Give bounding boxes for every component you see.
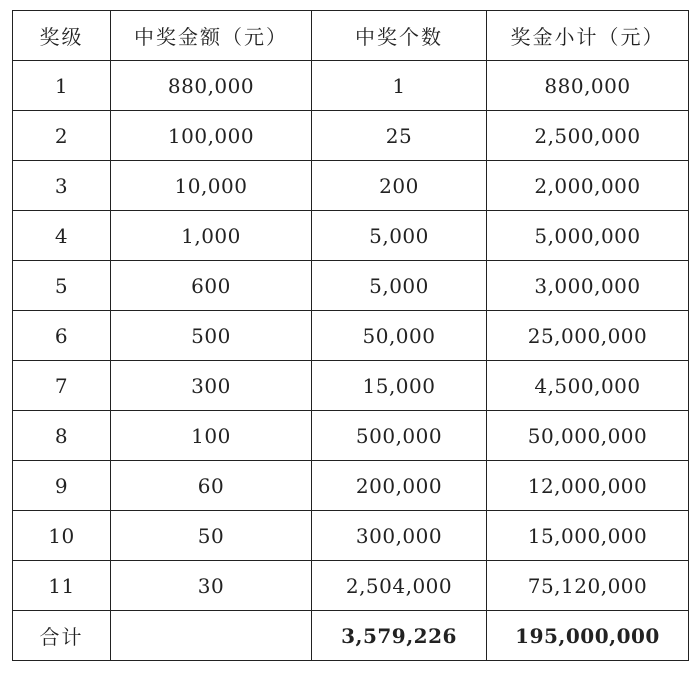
table-body (13, 61, 689, 661)
cell-prize-amount: 300 (111, 361, 312, 411)
cell-prize-level: 6 (13, 311, 111, 361)
total-winner-count: 3,579,226 (312, 611, 487, 661)
cell-winner-count: 15,000 (312, 361, 487, 411)
cell-subtotal: 2,000,000 (487, 161, 689, 211)
cell-prize-level: 4 (13, 211, 111, 261)
cell-prize-amount: 10,000 (111, 161, 312, 211)
cell-winner-count: 1 (312, 61, 487, 111)
cell-prize-amount: 30 (111, 561, 312, 611)
table-row (13, 411, 689, 461)
total-row (13, 611, 689, 661)
cell-winner-count: 5,000 (312, 211, 487, 261)
table-row (13, 261, 689, 311)
table-row (13, 361, 689, 411)
cell-subtotal: 3,000,000 (487, 261, 689, 311)
cell-subtotal: 880,000 (487, 61, 689, 111)
header-winner-count: 中奖个数 (312, 11, 487, 61)
cell-prize-amount: 500 (111, 311, 312, 361)
cell-subtotal: 4,500,000 (487, 361, 689, 411)
total-label: 合计 (13, 611, 111, 661)
cell-prize-amount: 600 (111, 261, 312, 311)
total-prize-amount (111, 611, 312, 661)
cell-prize-level: 9 (13, 461, 111, 511)
table-row (13, 311, 689, 361)
cell-prize-amount: 50 (111, 511, 312, 561)
cell-winner-count: 500,000 (312, 411, 487, 461)
cell-prize-level: 11 (13, 561, 111, 611)
header-subtotal: 奖金小计（元） (487, 11, 689, 61)
table-row (13, 511, 689, 561)
cell-prize-amount: 100,000 (111, 111, 312, 161)
table-row (13, 461, 689, 511)
cell-winner-count: 200 (312, 161, 487, 211)
table-row (13, 211, 689, 261)
cell-subtotal: 2,500,000 (487, 111, 689, 161)
cell-winner-count: 200,000 (312, 461, 487, 511)
cell-prize-level: 2 (13, 111, 111, 161)
cell-winner-count: 25 (312, 111, 487, 161)
table-row (13, 61, 689, 111)
cell-prize-level: 7 (13, 361, 111, 411)
cell-subtotal: 12,000,000 (487, 461, 689, 511)
cell-winner-count: 2,504,000 (312, 561, 487, 611)
header-prize-level: 奖级 (13, 11, 111, 61)
cell-winner-count: 5,000 (312, 261, 487, 311)
cell-prize-level: 3 (13, 161, 111, 211)
table-row (13, 111, 689, 161)
cell-prize-amount: 60 (111, 461, 312, 511)
cell-prize-amount: 1,000 (111, 211, 312, 261)
cell-prize-level: 5 (13, 261, 111, 311)
total-subtotal: 195,000,000 (487, 611, 689, 661)
cell-prize-amount: 880,000 (111, 61, 312, 111)
cell-subtotal: 15,000,000 (487, 511, 689, 561)
prize-table (12, 10, 689, 661)
cell-subtotal: 25,000,000 (487, 311, 689, 361)
header-prize-amount: 中奖金额（元） (111, 11, 312, 61)
cell-prize-level: 1 (13, 61, 111, 111)
cell-subtotal: 75,120,000 (487, 561, 689, 611)
cell-prize-level: 10 (13, 511, 111, 561)
cell-subtotal: 5,000,000 (487, 211, 689, 261)
cell-subtotal: 50,000,000 (487, 411, 689, 461)
header-row (13, 11, 689, 61)
table-row (13, 561, 689, 611)
cell-prize-level: 8 (13, 411, 111, 461)
table-row (13, 161, 689, 211)
cell-prize-amount: 100 (111, 411, 312, 461)
cell-winner-count: 300,000 (312, 511, 487, 561)
cell-winner-count: 50,000 (312, 311, 487, 361)
